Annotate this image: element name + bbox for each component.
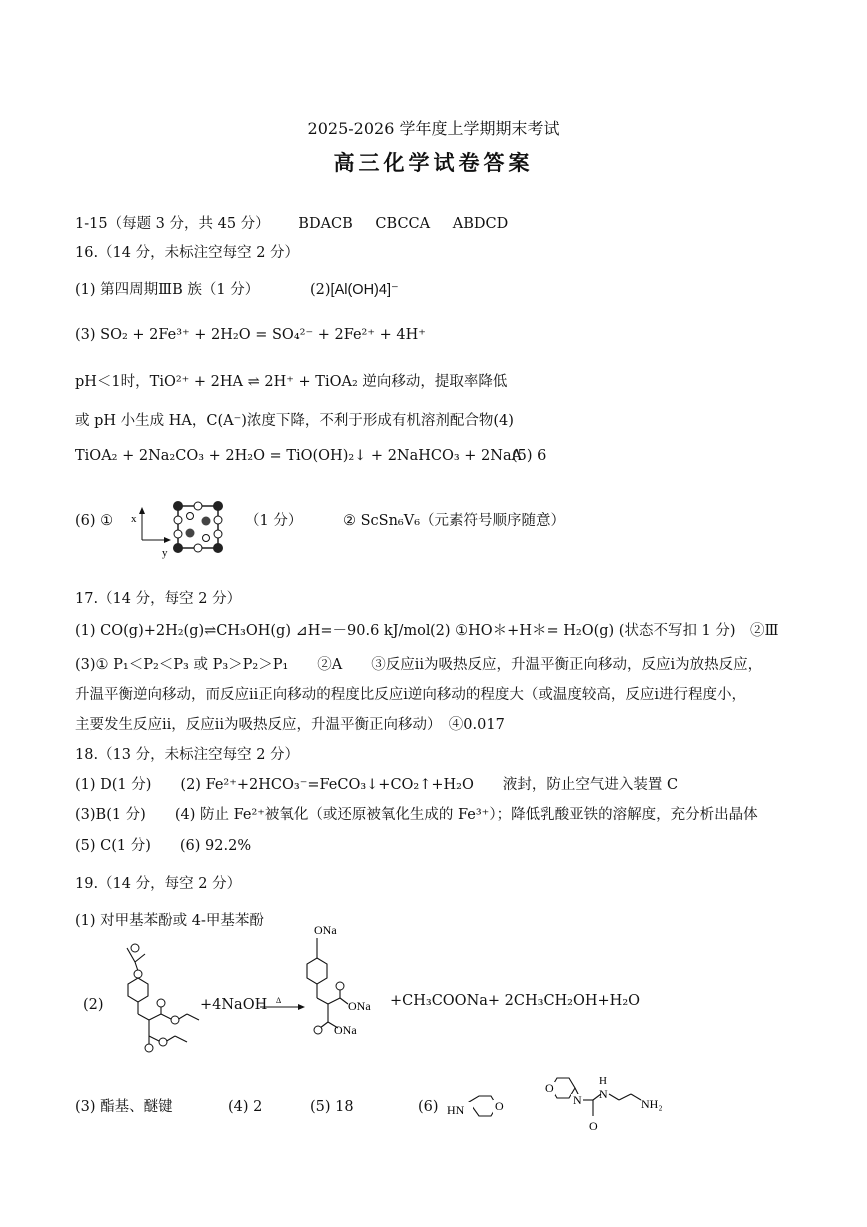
q16-answer-3b: pH＜1时，TiO²⁺ + 2HA ⇌ 2H⁺ + TiOA₂ 逆向移动，提取率降低 xyxy=(75,374,508,390)
atom-corner xyxy=(213,501,223,511)
heat-symbol: Δ xyxy=(276,996,282,1005)
atom-o xyxy=(131,944,139,952)
atom-corner xyxy=(213,543,223,553)
q16-answer-6-score: （1 分） xyxy=(245,513,303,529)
q16-answer-1: (1) 第四周期ⅢB 族（1 分） xyxy=(75,282,260,298)
product-ona-label: ONa xyxy=(314,923,337,937)
atom-open xyxy=(203,535,210,542)
atom-o xyxy=(134,970,142,978)
atom-open xyxy=(214,530,222,538)
q18-line-1: (1) D(1 分) (2) Fe²⁺+2HCO₃⁻=FeCO₃↓+CO₂↑+H₂O 液封，防止空气进入装置 C xyxy=(75,777,679,793)
q18-line-2: (3)B(1 分) (4) 防止 Fe²⁺被氧化（或还原被氧化生成的 Fe³⁺）；降低乳酸亚铁的溶解度，充分析出晶体 xyxy=(75,807,758,823)
q18-heading: 18.（13 分，未标注空每空 2 分） xyxy=(75,747,300,763)
axis-y-label: y xyxy=(162,547,168,559)
crystal-cell-diagram xyxy=(128,494,236,562)
q16-answer-2 xyxy=(310,281,399,299)
atom-corner xyxy=(173,543,183,553)
q16-answer-4: TiOA₂ + 2Na₂CO₃ + 2H₂O = TiO(OH)₂↓ + 2NaHCO₃ + 2NaA xyxy=(75,448,523,464)
mc-group-3: ABDCD xyxy=(452,216,509,232)
mc-line xyxy=(75,215,508,233)
q16-answer-2-formula: [Al(OH)4]⁻ xyxy=(330,282,399,298)
q18-line-3: (5) C(1 分) (6) 92.2% xyxy=(75,838,252,854)
reactant-structure xyxy=(105,940,210,1070)
q16-answer-3: (3) SO₂ + 2Fe³⁺ + 2H₂O = SO₄²⁻ + 2Fe²⁺ + 4H⁺ xyxy=(75,327,426,343)
q17-answer-3-line1: (3)① P₁＜P₂＜P₃ 或 P₃＞P₂＞P₁ ②A ③反应ⅱ为吸热反应，升温平衡正向移动，反应ⅰ为放热反应， xyxy=(75,657,763,673)
q16-answer-5: (5) 6 xyxy=(512,448,547,464)
q16-heading: 16.（14 分，未标注空每空 2 分） xyxy=(75,245,300,261)
atom-h: H xyxy=(599,1075,607,1087)
atom-open xyxy=(174,516,182,524)
q17-heading: 17.（14 分，每空 2 分） xyxy=(75,591,242,607)
q16-answer-6-label: (6) ① xyxy=(75,513,114,529)
morpholine-structure xyxy=(445,1080,515,1130)
axis-y-arrow xyxy=(164,537,171,543)
q19-answer-5: (5) 18 xyxy=(310,1099,354,1115)
atom-open xyxy=(174,530,182,538)
q16-answer-6b: ② ScSn₆V₆（元素符号顺序随意） xyxy=(343,513,566,529)
atom-corner xyxy=(173,501,183,511)
mc-label: 1-15（每题 3 分，共 45 分） xyxy=(75,216,270,232)
q17-answer-1: (1) CO(g)+2H₂(g)⇌CH₃OH(g) ⊿H=－90.6 kJ/mol xyxy=(75,623,431,639)
atom-o xyxy=(159,1038,167,1046)
atom-dark xyxy=(186,529,195,538)
atom-o xyxy=(171,1016,179,1024)
exam-title: 2025-2026 学年度上学期期末考试 xyxy=(307,119,560,138)
q19-answer-4: (4) 2 xyxy=(228,1099,263,1115)
cell-frame xyxy=(178,506,218,548)
reagent-naoh: +4NaOH xyxy=(200,997,268,1013)
atom-dark xyxy=(202,517,211,526)
atom-n: N xyxy=(573,1093,582,1107)
atom-hn: HN xyxy=(447,1103,465,1117)
atom-o xyxy=(336,982,344,990)
atom-open xyxy=(194,502,202,510)
product-structure xyxy=(290,922,385,1062)
q19-answer-1: (1) 对甲基苯酚或 4-甲基苯酚 xyxy=(75,913,264,929)
atom-o: O xyxy=(545,1081,554,1095)
q17-answer-2: (2) ①HO＊+H＊= H₂O(g) (状态不写扣 1 分) ②Ⅲ xyxy=(430,623,779,639)
mc-group-2: CBCCA xyxy=(375,216,431,232)
atom-n: N xyxy=(599,1087,608,1101)
axis-x-label: x xyxy=(131,513,137,525)
q17-answer-3-line3: 主要发生反应ⅱ，反应ⅱ为吸热反应，升温平衡正向移动） ④0.017 xyxy=(75,717,505,733)
products-text: +CH₃COONa+ 2CH₃CH₂OH+H₂O xyxy=(390,993,641,1009)
product-ona-label: ONa xyxy=(348,999,371,1013)
q17-answer-3-line2: 升温平衡逆向移动，而反应ⅱ正向移动的程度比反应ⅰ逆向移动的程度大（或温度较高，反应ⅰ进行程度小， xyxy=(75,687,747,703)
atom-o xyxy=(314,1026,322,1034)
axis-x-arrow xyxy=(139,507,145,514)
q16-answer-2-label: (2) xyxy=(310,282,331,298)
atom-o: O xyxy=(589,1119,598,1133)
atom-open xyxy=(214,516,222,524)
atom-o xyxy=(157,999,165,1007)
q19-answer-6-label: (6) xyxy=(418,1099,439,1115)
atom-nh2: NH₂ xyxy=(641,1097,663,1111)
atom-open xyxy=(187,513,194,520)
q19-answer-3: (3) 酯基、醚键 xyxy=(75,1099,173,1115)
q16-answer-3c: 或 pH 小生成 HA，C(A⁻)浓度下降，不利于形成有机溶剂配合物(4) xyxy=(75,413,514,429)
q19-heading: 19.（14 分，每空 2 分） xyxy=(75,876,242,892)
q19-answer-2-label: (2) xyxy=(83,997,104,1013)
mc-group-1: BDACB xyxy=(298,216,353,232)
atom-o xyxy=(145,1044,153,1052)
urea-derivative-structure xyxy=(535,1072,675,1138)
atom-open xyxy=(194,544,202,552)
answer-title: 高三化学试卷答案 xyxy=(333,150,534,175)
product-ona-label: ONa xyxy=(334,1023,357,1037)
atom-o: O xyxy=(495,1099,504,1113)
